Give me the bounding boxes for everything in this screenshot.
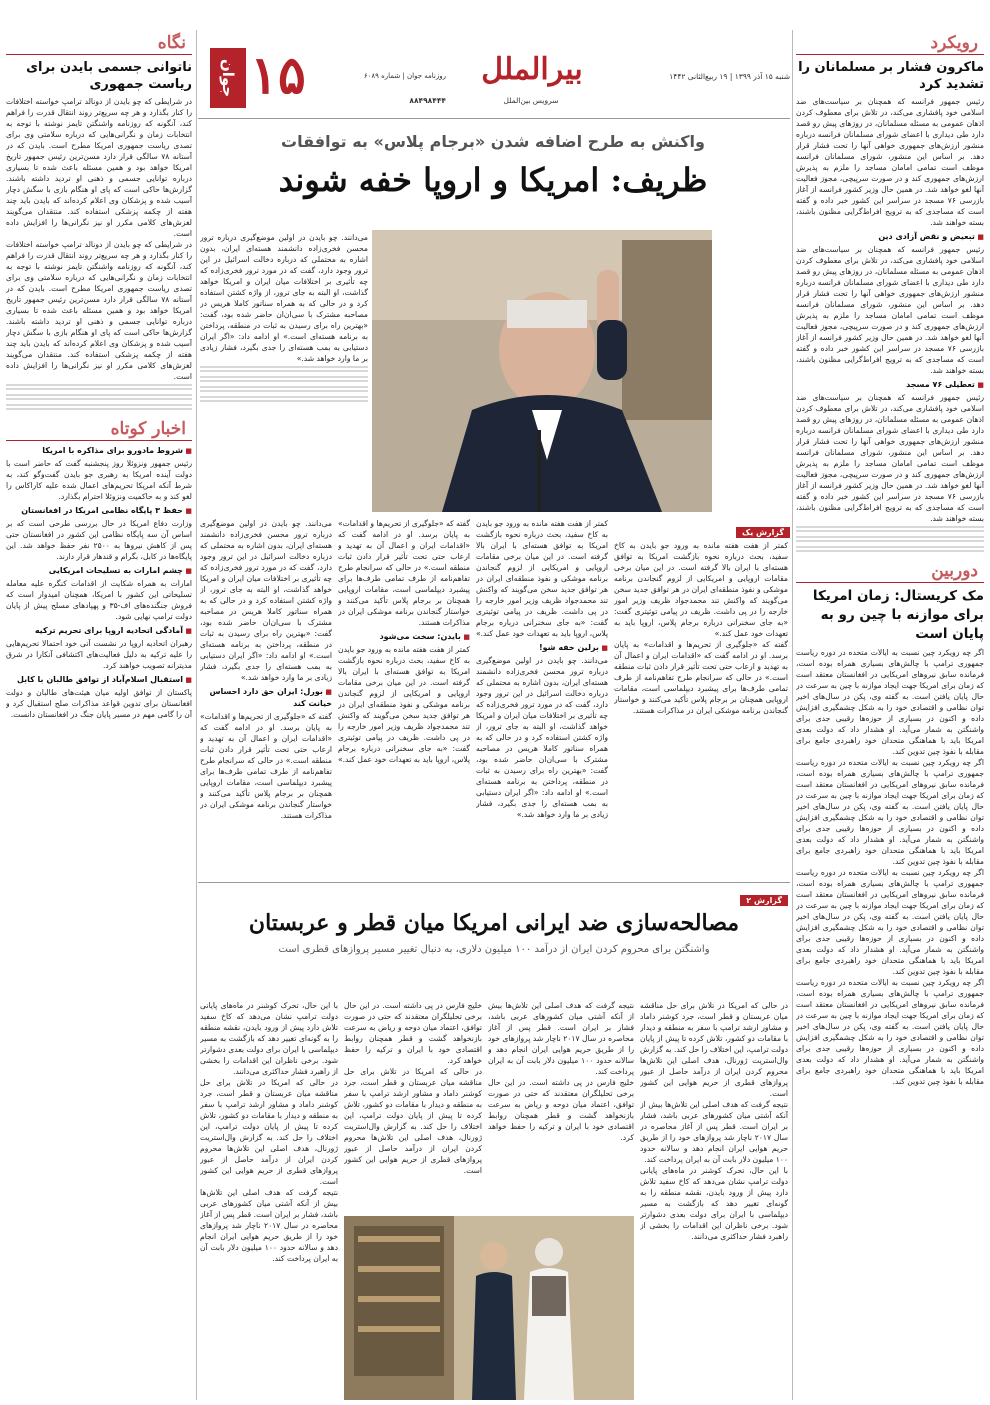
report-two-box — [716, 888, 788, 908]
right-headline-2: مک کریستال: زمان امریکا برای موازنه با چین رو به پایان است — [812, 588, 984, 642]
main-column-a — [200, 518, 332, 878]
left-body-2: در شرایطی که چو بایدن از دونالد ترامپ خواسته اختلافات را کنار بگذارد و هر چه سریع‌تر روند انتقال قدرت را فراهم کند، آنگونه که روزنامه واشنگتن تایمز نوشته با توجه به انتخابات زمان و نگرانی‌هایی که درباره سلامتی وی برای تصدی ریاست جمهوری امریکا مطرح است. بایدن که در آستانه ۷۸ سالگی قرار دارد مسن‌ترین رئیس جمهور تاریخ امریکا خواهد بود و همین مسئله باعث شده تا بسیاری درباره توانایی جسمی و ذهنی او تردید داشته باشند. گزارش‌ها حاکی است که پای او هنگام بازی با سگش دچار آسیب شده و پزشکان وی اعلام کرده‌اند که بایدن باید چند هفته از چکمه پزشکی استفاده کند. منتقدان می‌گویند لغزش‌های کلامی مکرر او نیز نگرانی‌ها را افزایش داده است. — [6, 240, 192, 381]
bottom-col4-text: با این حال، تحرک کوشنر در ماه‌های پایانی دولت ترامپ نشان می‌دهد که کاخ سفید تلاش دارد پیش از ورود بایدن، نقشه منطقه را به گونه‌ای تغییر دهد که بازگشت به مسیر دیپلماسی با ایران برای دولت بعدی دشوارتر شود. برخی ناظران این اقدامات را بخشی از راهبرد فشار حداکثری می‌دانند. — [200, 1001, 338, 1076]
bottom-head-box — [200, 908, 788, 992]
main-col3b-text: کمتر از هفت هفته مانده به ورود جو بایدن به کاخ سفید، بحث درباره نحوه بازگشت امریکا به توافق هسته‌ای با ایران بالا گرفته است. در این میان برخی مقامات اروپایی و امریکایی از لزوم گنجاندن برنامه موشکی و نفوذ منطقه‌ای ایران در هر توافق جدید سخن می‌گویند که واکنش تند محمدجواد ظریف وزیر امور خارجه را در پی داشت. ظریف در پیامی توئیتری گفت: «به جای سخنرانی درباره برجام پلاس، اروپا باید به تعهدات خود عمل کند.» — [338, 645, 470, 764]
right-headline: ماکرون فشار بر مسلمانان را تشدید کرد — [798, 60, 984, 92]
bottom-column-4 — [200, 1000, 338, 1400]
bottom-col3b-text: خلیج فارس در پی داشته است. در این حال برخی تحلیلگران معتقدند که حتی در صورت توافق، اعتماد میان دوحه و ریاض به سرعت بازنخواهد گشت و قطر همچنان روابط اقتصادی خود با ایران و ترکیه را حفظ خواهد کرد. — [488, 1078, 634, 1142]
left-headline: ناتوانی جسمی بایدن برای ریاست جمهوری — [26, 60, 192, 92]
right-body-3: رئیس جمهور فرانسه که همچنان بر سیاست‌های ضد اسلامی خود پافشاری می‌کند، در تلاش برای معطوف کردن اذهان عمومی به مسئله مسلمانان، در روزهای پیش رو قصد دارد طی دیداری با اعضای شورای مسلمانان فرانسه درباره منشور ارزش‌های جمهوری خواهی آنها را تحت فشار قرار دهد. بر اساس این منشور، شورای مسلمانان فرانسه موظف است تمامی امامان مساجد را ملزم به پذیرش ارزش‌های جمهوری کند و در صورت سرپیچی، مجوز فعالیت آنها لغو خواهد شد. در همین حال وزیر کشور فرانسه از آغاز بازرسی ۷۶ مسجد در سراسر این کشور خبر داده و گفته است که مساجدی که به ترویج افراط‌گرایی مظنون باشند، بسته خواهند شد. — [796, 393, 984, 523]
news-item — [6, 674, 192, 720]
bottom-photo — [344, 1216, 634, 1400]
news-body-3: امارات به همراه شکایت از اقدامات کنگره علیه معامله تسلیحاتی این کشور با امریکا، همچنان امیدوار است که فروش جنگنده‌های اف-۳۵ و پهپادهای مسلح پیش از پایان دولت ترامپ نهایی شود. — [6, 579, 192, 621]
news-title-1: ■ شروط مادورو برای مذاکره با امریکا — [6, 445, 192, 457]
left-body-1: در شرایطی که چو بایدن از دونالد ترامپ خواسته اختلافات را کنار بگذارد و هر چه سریع‌تر روند انتقال قدرت را فراهم کند، آنگونه که روزنامه واشنگتن تایمز نوشته با توجه به انتخابات زمان و نگرانی‌هایی که درباره سلامتی وی برای تصدی ریاست جمهوری امریکا مطرح است. بایدن که در آستانه ۷۸ سالگی قرار دارد مسن‌ترین رئیس جمهور تاریخ امریکا خواهد بود و همین مسئله باعث شده تا بسیاری درباره توانایی جسمی و ذهنی او تردید داشته باشند. گزارش‌ها حاکی است که پای او هنگام بازی با سگش دچار آسیب شده و پزشکان وی اعلام کرده‌اند که بایدن باید چند هفته از چکمه پزشکی استفاده کند. منتقدان می‌گویند لغزش‌های کلامی مکرر او نیز نگرانی‌ها را افزایش داده است. — [6, 97, 192, 238]
right-body-2: رئیس جمهور فرانسه که همچنان بر سیاست‌های ضد اسلامی خود پافشاری می‌کند، در تلاش برای معطوف کردن اذهان عمومی به مسئله مسلمانان، در روزهای پیش رو قصد دارد طی دیداری با اعضای شورای مسلمانان فرانسه درباره منشور ارزش‌های جمهوری خواهی آنها را تحت فشار قرار دهد. بر اساس این منشور، شورای مسلمانان فرانسه موظف است تمامی امامان مساجد را ملزم به پذیرش ارزش‌های جمهوری کند و در صورت سرپیچی، مجوز فعالیت آنها لغو خواهد شد. در همین حال وزیر کشور فرانسه از آغاز بازرسی ۷۶ مسجد در سراسر این کشور خبر داده و گفته است که مساجدی که به ترویج افراط‌گرایی مظنون باشند، بسته خواهند شد. — [796, 245, 984, 375]
left-news-section: اخبار کوتاه — [110, 419, 186, 439]
news-item — [6, 505, 192, 562]
right-body2-4: اگر چه رویکرد چین نسبت به ایالات متحده در دوره ریاست جمهوری ترامپ با چالش‌های بسیاری همراه بوده است، فرمانده سابق نیروهای امریکایی در افغانستان معتقد است که زمان برای امریکا جهت ایجاد موازنه با چین به سرعت در حال پایان یافتن است. به گفته وی، پکن در سال‌های اخیر توان نظامی و اقتصادی خود را به شکل چشمگیری افزایش داده و اکنون در بسیاری از حوزه‌ها رقیبی جدی برای واشنگتن به شمار می‌آید. او هشدار داد که دولت بعدی امریکا باید با هماهنگی متحدان خود راهبردی جامع برای مقابله با نفوذ چین تدوین کند. — [796, 978, 984, 1086]
subhead-borrell: ■ بورل: ایران حق دارد احساس خیانت کند — [200, 686, 332, 710]
bottom-col2c-text: نتیجه گرفت که هدف اصلی این تلاش‌ها بیش از آنکه آشتی میان کشورهای عربی باشد، فشار بر ایران است. قطر پس از آغاز محاصره در سال ۲۰۱۷ ناچار شد پروازهای خود را از طریق حریم هوایی ایران انجام دهد و سالانه حدود ۱۰۰ میلیون دلار بابت آن به ایران پرداخت کند. — [200, 1188, 338, 1263]
right-body2-1: اگر چه رویکرد چین نسبت به ایالات متحده در دوره ریاست جمهوری ترامپ با چالش‌های بسیاری همراه بوده است، فرمانده سابق نیروهای امریکایی در افغانستان معتقد است که زمان برای امریکا جهت ایجاد موازنه با چین به سرعت در حال پایان یافتن است. به گفته وی، پکن در سال‌های اخیر توان نظامی و اقتصادی خود را به شکل چشمگیری افزایش داده و اکنون در بسیاری از حوزه‌ها رقیبی جدی برای واشنگتن به شمار می‌آید. او هشدار داد که دولت بعدی امریکا باید با هماهنگی متحدان خود راهبردی جامع برای مقابله با نفوذ چین تدوین کند. — [796, 648, 984, 756]
page-number: ۱۵ — [250, 45, 306, 106]
main-col3-text: کمتر از هفت هفته مانده به ورود جو بایدن به کاخ سفید، بحث درباره نحوه بازگشت امریکا به توافق هسته‌ای با ایران بالا گرفته است. در این میان برخی مقامات اروپایی و امریکایی از لزوم گنجاندن برنامه موشکی و نفوذ منطقه‌ای ایران در هر توافق جدید سخن می‌گویند که واکنش تند محمدجواد ظریف وزیر امور خارجه را در پی داشت. ظریف در پیامی توئیتری گفت: «به جای سخنرانی درباره برجام پلاس، اروپا باید به تعهدات خود عمل کند.» — [476, 519, 608, 638]
report-two-tag: گزارش ۲ — [740, 895, 788, 906]
main-headline: ظریف: امریکا و اروپا خفه شوند — [278, 161, 708, 199]
right-subhead-2: ■ تعطیلی ۷۶ مسجد — [796, 379, 984, 391]
right-subhead-1: ■ تبعیض و نقض آزادی دین — [796, 231, 984, 243]
right-column — [796, 32, 984, 1400]
news-title-2: ■ حفظ ۳ پایگاه نظامی امریکا در افغانستان — [6, 505, 192, 517]
bottom-col1b-text: در حالی که امریکا در تلاش برای حل مناقشه میان عربستان و قطر است، جرد کوشنر داماد و مشاور ارشد ترامپ با سفر به منطقه و دیدار با مقامات دو کشور، تلاش کرده تا پیش از پایان دولت ترامپ، این اختلاف را حل کند. به گزارش وال‌استریت ژورنال، هدف اصلی این تلاش‌ها محروم کردن ایران از درآمد حاصل از عبور پروازهای قطری از حریم هوایی این کشور است. — [344, 1067, 482, 1175]
logo-javan: جوان — [210, 48, 246, 108]
bottom-column-3 — [344, 1000, 482, 1210]
bottom-col1-text: در حالی که امریکا در تلاش برای حل مناقشه میان عربستان و قطر است، جرد کوشنر داماد و مشاور ارشد ترامپ با سفر به منطقه و دیدار با مقامات دو کشور، تلاش کرده تا پیش از پایان دولت ترامپ، این اختلاف را حل کند. به گزارش وال‌استریت ژورنال، هدف اصلی این تلاش‌ها محروم کردن ایران از درآمد حاصل از عبور پروازهای قطری از حریم هوایی این کشور است. — [640, 1001, 788, 1098]
main-column-b — [338, 518, 470, 878]
left-section-label: نگاه — [157, 33, 186, 53]
news-item — [6, 445, 192, 502]
right-body2-3: اگر چه رویکرد چین نسبت به ایالات متحده در دوره ریاست جمهوری ترامپ با چالش‌های بسیاری همراه بوده است، فرمانده سابق نیروهای امریکایی در افغانستان معتقد است که زمان برای امریکا جهت ایجاد موازنه با چین به سرعت در حال پایان یافتن است. به گفته وی، پکن در سال‌های اخیر توان نظامی و اقتصادی خود را به شکل چشمگیری افزایش داده و اکنون در بسیاری از حوزه‌ها رقیبی جدی برای واشنگتن به شمار می‌آید. او هشدار داد که دولت بعدی امریکا باید با هماهنگی متحدان خود راهبردی جامع برای مقابله با نفوذ چین تدوین کند. — [796, 868, 984, 976]
bottom-col1c-text: در حالی که امریکا در تلاش برای حل مناقشه میان عربستان و قطر است، جرد کوشنر داماد و مشاور ارشد ترامپ با سفر به منطقه و دیدار با مقامات دو کشور، تلاش کرده تا پیش از پایان دولت ترامپ، این اختلاف را حل کند. به گزارش وال‌استریت ژورنال، هدف اصلی این تلاش‌ها محروم کردن ایران از درآمد حاصل از عبور پروازهای قطری از حریم هوایی این کشور است. — [200, 1078, 338, 1186]
main-col1-text: می‌دانند. چو بایدن در اولین موضع‌گیری درباره ترور محسن فخری‌زاده دانشمند هسته‌ای ایران، بدون اشاره به محتملی که درباره دخالت اسرائیل در این ترور وجود دارد، گفت که در مورد ترور فخری‌زاده که چه تأثیری بر اختلافات میان ایران و امریکا خواهد گذاشت، او البته به جای ترور، از واژه کشتن استفاده کرد و در حالی که به همراه سناتور کاملا هریس در مصاحبه مشترک با سی‌ان‌ان حاضر شده بود، گفت: «بهترین راه برای رسیدن به ثبات در منطقه، پرداختن به برنامه هسته‌ای است.» او ادامه داد: «اگر ایران دستیابی به بمب هسته‌ای را جدی بگیرد، فشار زیادی بر ما وارد خواهد شد.» — [200, 233, 368, 363]
report-tag-box — [716, 520, 790, 540]
left-column — [6, 32, 192, 1400]
news-title-5: ■ استقبال اسلام‌آباد از توافق طالبان با کابل — [6, 674, 192, 686]
news-item — [6, 625, 192, 671]
main-column-1 — [200, 232, 368, 514]
main-col3c-text: کمتر از هفت هفته مانده به ورود جو بایدن به کاخ سفید، بحث درباره نحوه بازگشت امریکا به توافق هسته‌ای با ایران بالا گرفته است. در این میان برخی مقامات اروپایی و امریکایی از لزوم گنجاندن برنامه موشکی و نفوذ منطقه‌ای ایران در هر توافق جدید سخن می‌گویند که واکنش تند محمدجواد ظریف وزیر امور خارجه را در پی داشت. ظریف در پیامی توئیتری گفت: «به جای سخنرانی درباره برجام پلاس، اروپا باید به تعهدات خود عمل کند.» — [614, 541, 788, 638]
main-col2c-text: گفته که «جلوگیری از تحریم‌ها و اقدامات» به پایان برسد. او در ادامه گفت که «اقدامات ایران و اعمال آن به تهدید و ارعاب حتی تحت تأثیر قرار دادن ثبات منطقه است.» در حالی که سرانجام طرح تفاهم‌نامه از طرف تمامی طرف‌ها برای پیشبرد دیپلماسی است، مقامات اروپایی همچنان بر برجام پلاس تأکید می‌کنند و خواستار گنجاندن برنامه موشکی ایران در مذاکرات هستند. — [614, 640, 788, 715]
main-column-c — [476, 518, 608, 878]
right-section-label: رویکرد — [930, 33, 978, 53]
section-brand: بیرالملل — [481, 52, 583, 87]
main-photo — [372, 230, 712, 512]
news-body-1: رئیس جمهور ونزوئلا روز پنجشنبه گفت که حاضر است با دولت آینده امریکا به رهبری جو بایدن گفت‌وگو کند، به شرط آنکه امریکا تحریم‌های اعمال شده علیه کاراکاس را لغو کند و به حاکمیت ونزوئلا احترام بگذارد. — [6, 459, 192, 501]
bottom-column-2 — [488, 1000, 634, 1210]
news-title-3: ■ چشم امارات به تسلیحات امریکایی — [6, 565, 192, 577]
bottom-col3-text: خلیج فارس در پی داشته است. در این حال برخی تحلیلگران معتقدند که حتی در صورت توافق، اعتماد میان دوحه و ریاض به سرعت بازنخواهد گشت و قطر همچنان روابط اقتصادی خود با ایران و ترکیه را حفظ خواهد کرد. — [344, 1001, 482, 1065]
news-body-5: پاکستان از توافق اولیه میان هیئت‌های طالبان و دولت افغانستان برای تدوین قواعد مذاکرات صلح استقبال کرد و آن را گامی مهم در مسیر پایان جنگ در افغانستان دانست. — [6, 688, 192, 719]
phone-number: ۸۸۴۹۸۴۴۴ — [409, 96, 446, 105]
bottom-col2b-text: نتیجه گرفت که هدف اصلی این تلاش‌ها بیش از آنکه آشتی میان کشورهای عربی باشد، فشار بر ایران است. قطر پس از آغاز محاصره در سال ۲۰۱۷ ناچار شد پروازهای خود را از طریق حریم هوایی ایران انجام دهد و سالانه حدود ۱۰۰ میلیون دلار بابت آن به ایران پرداخت کند. — [640, 1100, 788, 1164]
bottom-column-1 — [640, 1000, 788, 1400]
bottom-headline: مصالحه‌سازی ضد ایرانی امریکا میان قطر و عربستان — [248, 910, 740, 936]
news-item — [6, 565, 192, 622]
bottom-subtitle: واشنگتن برای محروم کردن ایران از درآمد ۱۰۰ میلیون دلاری، به دنبال تغییر مسیر پروازهای قطری است — [278, 944, 710, 955]
right-body-1: رئیس جمهور فرانسه که همچنان بر سیاست‌های ضد اسلامی خود پافشاری می‌کند، در تلاش برای معطوف کردن اذهان عمومی به مسئله مسلمانان، در روزهای پیش رو قصد دارد طی دیداری با اعضای شورای مسلمانان فرانسه درباره منشور ارزش‌های جمهوری خواهی آنها را تحت فشار قرار دهد. بر اساس این منشور، شورای مسلمانان فرانسه موظف است تمامی امامان مساجد را ملزم به پذیرش ارزش‌های جمهوری کند و در صورت سرپیچی، مجوز فعالیت آنها لغو خواهد شد. در همین حال وزیر کشور فرانسه از آغاز بازرسی ۷۶ مسجد در سراسر این کشور خبر داده و گفته است که مساجدی که به ترویج افراط‌گرایی مظنون باشند، بسته خواهند شد. — [796, 97, 984, 227]
bottom-col4b-text: با این حال، تحرک کوشنر در ماه‌های پایانی دولت ترامپ نشان می‌دهد که کاخ سفید تلاش دارد پیش از ورود بایدن، نقشه منطقه را به گونه‌ای تغییر دهد که بازگشت به مسیر دیپلماسی با ایران برای دولت بعدی دشوارتر شود. برخی ناظران این اقدامات را بخشی از راهبرد فشار حداکثری می‌دانند. — [640, 1166, 788, 1241]
dateline: شنبه ۱۵ آذر ۱۳۹۹ | ۱۹ ربیع‌الثانی ۱۴۴۲ — [669, 72, 790, 81]
main-col2b-text: گفته که «جلوگیری از تحریم‌ها و اقدامات» به پایان برسد. او در ادامه گفت که «اقدامات ایران و اعمال آن به تهدید و ارعاب حتی تحت تأثیر قرار دادن ثبات منطقه است.» در حالی که سرانجام طرح تفاهم‌نامه از طرف تمامی طرف‌ها برای پیشبرد دیپلماسی است، مقامات اروپایی همچنان بر برجام پلاس تأکید می‌کنند و خواستار گنجاندن برنامه موشکی ایران در مذاکرات هستند. — [200, 712, 332, 820]
main-col2-text: گفته که «جلوگیری از تحریم‌ها و اقدامات» به پایان برسد. او در ادامه گفت که «اقدامات ایران و اعمال آن به تهدید و ارعاب حتی تحت تأثیر قرار دادن ثبات منطقه است.» در حالی که سرانجام طرح تفاهم‌نامه از طرف تمامی طرف‌ها برای پیشبرد دیپلماسی است، مقامات اروپایی همچنان بر برجام پلاس تأکید می‌کنند و خواستار گنجاندن برنامه موشکی ایران در مذاکرات هستند. — [338, 519, 470, 627]
bottom-col2-text: نتیجه گرفت که هدف اصلی این تلاش‌ها بیش از آنکه آشتی میان کشورهای عربی باشد، فشار بر ایران است. قطر پس از آغاز محاصره در سال ۲۰۱۷ ناچار شد پروازهای خود را از طریق حریم هوایی ایران انجام دهد و سالانه حدود ۱۰۰ میلیون دلار بابت آن به ایران پرداخت کند. — [488, 1001, 634, 1076]
issue-number: روزنامه جوان | شماره ۶۰۸۹ — [363, 72, 446, 80]
right-section2-label: دوربین — [931, 561, 978, 581]
news-title-4: ■ آمادگی اتحادیه اروپا برای تحریم ترکیه — [6, 625, 192, 637]
main-col1b-text: می‌دانند. چو بایدن در اولین موضع‌گیری درباره ترور محسن فخری‌زاده دانشمند هسته‌ای ایران، بدون اشاره به محتملی که درباره دخالت اسرائیل در این ترور وجود دارد، گفت که در مورد ترور فخری‌زاده که چه تأثیری بر اختلافات میان ایران و امریکا خواهد گذاشت، او البته به جای ترور، از واژه کشتن استفاده کرد و در حالی که به همراه سناتور کاملا هریس در مصاحبه مشترک با سی‌ان‌ان حاضر شده بود، گفت: «بهترین راه برای رسیدن به ثبات در منطقه، پرداختن به برنامه هسته‌ای است.» او ادامه داد: «اگر ایران دستیابی به بمب هسته‌ای را جدی بگیرد، فشار زیادی بر ما وارد خواهد شد.» — [200, 519, 332, 682]
news-body-2: وزارت دفاع امریکا در حال بررسی طرحی است که بر اساس آن سه پایگاه نظامی این کشور در افغانستان حتی پس از کاهش نیروها به ۲۵۰۰ نفر حفظ خواهد شد. این پایگاه‌ها در کابل، بگرام و قندهار قرار دارند. — [6, 519, 192, 561]
right-body2-2: اگر چه رویکرد چین نسبت به ایالات متحده در دوره ریاست جمهوری ترامپ با چالش‌های بسیاری همراه بوده است، فرمانده سابق نیروهای امریکایی در افغانستان معتقد است که زمان برای امریکا جهت ایجاد موازنه با چین به سرعت در حال پایان یافتن است. به گفته وی، پکن در سال‌های اخیر توان نظامی و اقتصادی خود را به شکل چشمگیری افزایش داده و اکنون در بسیاری از حوزه‌ها رقیبی جدی برای واشنگتن به شمار می‌آید. او هشدار داد که دولت بعدی امریکا باید با هماهنگی متحدان خود راهبردی جامع برای مقابله با نفوذ چین تدوین کند. — [796, 758, 984, 866]
brand-subtitle: سرویس بین‌الملل — [503, 96, 559, 105]
main-col1c-text: می‌دانند. چو بایدن در اولین موضع‌گیری درباره ترور محسن فخری‌زاده دانشمند هسته‌ای ایران، بدون اشاره به محتملی که درباره دخالت اسرائیل در این ترور وجود دارد، گفت که در مورد ترور فخری‌زاده که چه تأثیری بر اختلافات میان ایران و امریکا خواهد گذاشت، او البته به جای ترور، از واژه کشتن استفاده کرد و در حالی که به همراه سناتور کاملا هریس در مصاحبه مشترک با سی‌ان‌ان حاضر شده بود، گفت: «بهترین راه برای رسیدن به ثبات در منطقه، پرداختن به برنامه هسته‌ای است.» او ادامه داد: «اگر ایران دستیابی به بمب هسته‌ای را جدی بگیرد، فشار زیادی بر ما وارد خواهد شد.» — [476, 656, 608, 819]
main-kicker: واکنش به طرح اضافه شدن «برجام پلاس» به توافقات — [281, 132, 705, 151]
subhead-biden: ■ بایدن: سخت می‌شود — [338, 631, 470, 643]
news-body-4: رهبران اتحادیه اروپا در نشست آتی خود احتمالا تحریم‌هایی را علیه ترکیه به دلیل فعالیت‌های اکتشافی آنکارا در شرق مدیترانه تصویب خواهند کرد. — [6, 639, 192, 670]
subhead-berlin: ■ برلین خفه شو! — [476, 642, 608, 654]
report-one-tag: گزارش یک — [736, 527, 790, 538]
main-column-d — [614, 540, 788, 878]
